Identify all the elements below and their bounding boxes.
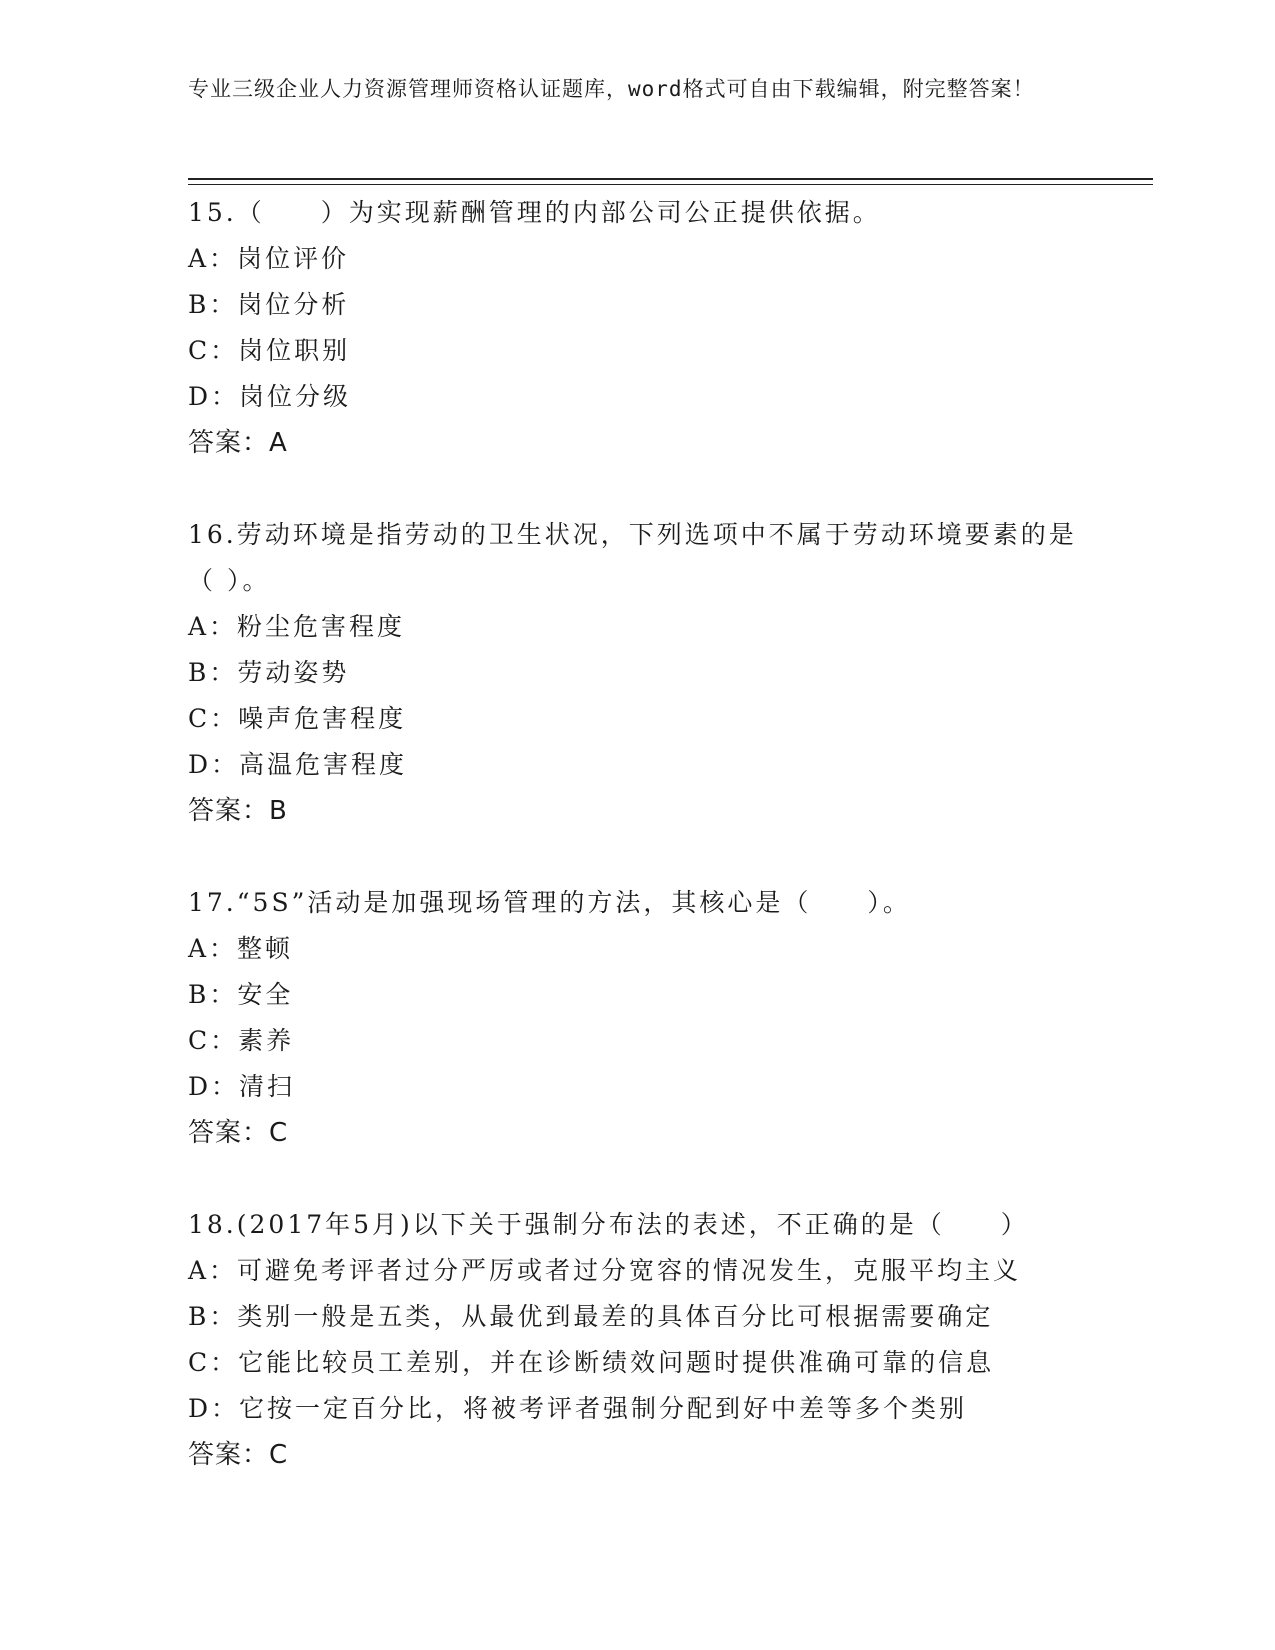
option-b: B：类别一般是五类，从最优到最差的具体百分比可根据需要确定 — [188, 1302, 994, 1331]
question-15 — [188, 190, 1088, 466]
answer-line: 答案：A — [188, 428, 288, 458]
option-a: A：可避免考评者过分严厉或者过分宽容的情况发生，克服平均主义 — [188, 1256, 1022, 1285]
answer-line: 答案：C — [188, 1440, 289, 1470]
option-b: B：劳动姿势 — [188, 658, 350, 687]
option-c: C：它能比较员工差别，并在诊断绩效问题时提供准确可靠的信息 — [188, 1348, 995, 1377]
question-list — [188, 190, 1088, 1524]
option-c: C：噪声危害程度 — [188, 704, 407, 733]
option-c: C：岗位职别 — [188, 336, 351, 365]
option-a: A：粉尘危害程度 — [188, 612, 406, 641]
option-c: C：素养 — [188, 1026, 295, 1055]
question-16 — [188, 512, 1088, 834]
question-stem: 15.（ ）为实现薪酬管理的内部公司公正提供依据。 — [188, 198, 881, 227]
option-b: B：岗位分析 — [188, 290, 350, 319]
option-d: D：高温危害程度 — [188, 750, 408, 779]
option-d: D：岗位分级 — [188, 382, 352, 411]
answer-line: 答案：C — [188, 1118, 289, 1148]
header-divider — [188, 178, 1153, 185]
question-18 — [188, 1202, 1088, 1478]
option-d: D：清扫 — [188, 1072, 296, 1101]
option-a: A：整顿 — [188, 934, 294, 963]
question-stem: 18.(2017年5月)以下关于强制分布法的表述，不正确的是（ ） — [188, 1210, 1029, 1239]
question-stem: 16.劳动环境是指劳动的卫生状况，下列选项中不属于劳动环境要素的是（ ）。 — [188, 520, 1077, 595]
option-a: A：岗位评价 — [188, 244, 350, 273]
document-header: 专业三级企业人力资源管理师资格认证题库，word格式可自由下载编辑，附完整答案！ — [188, 77, 1035, 101]
option-b: B：安全 — [188, 980, 294, 1009]
question-stem: 17.“5S”活动是加强现场管理的方法，其核心是（ ）。 — [188, 888, 911, 917]
answer-line: 答案：B — [188, 796, 288, 826]
option-d: D：它按一定百分比，将被考评者强制分配到好中差等多个类别 — [188, 1394, 968, 1423]
question-17 — [188, 880, 1088, 1156]
